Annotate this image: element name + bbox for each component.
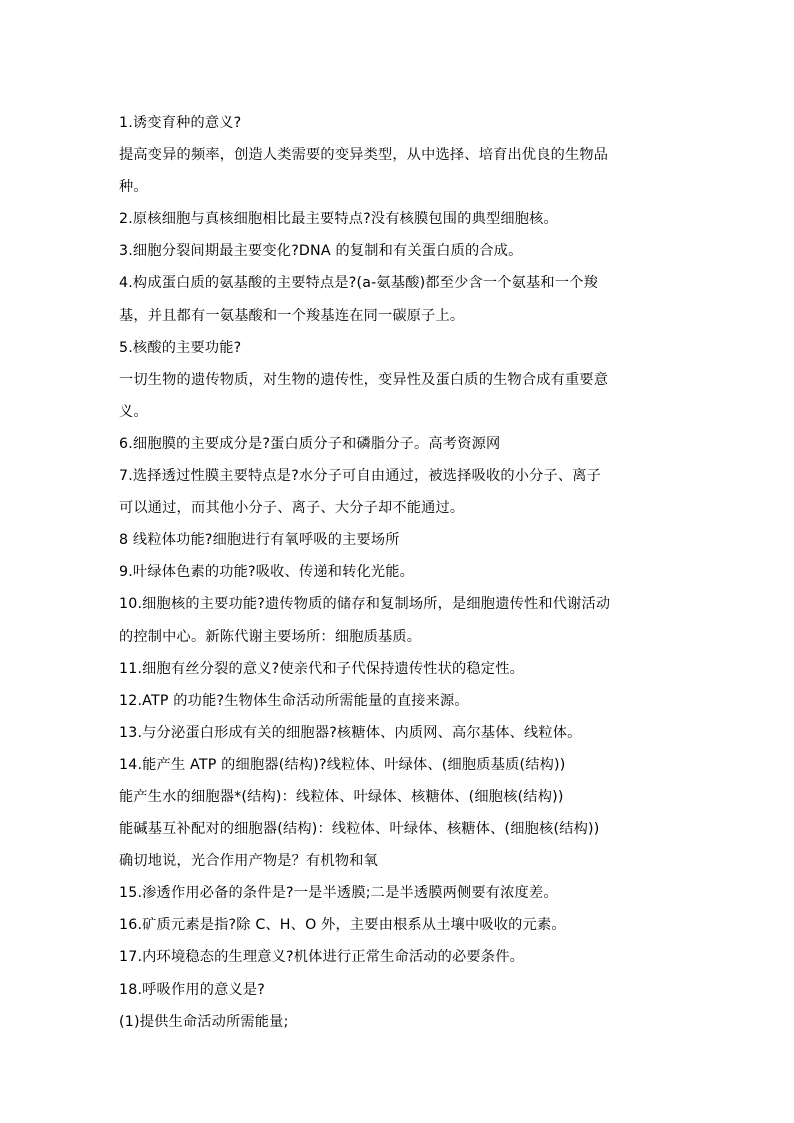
question-10-line-1: 10.细胞核的主要功能?遗传物质的储存和复制场所，是细胞遗传性和代谢活动	[119, 596, 611, 613]
answer-18-item-1: (1)提供生命活动所需能量;	[119, 1013, 289, 1030]
question-16: 16.矿质元素是指?除 C、H、O 外，主要由根系从土壤中吸收的元素。	[119, 917, 566, 934]
answer-1-line-1: 提高变异的频率，创造人类需要的变异类型，从中选择、培育出优良的生物品	[119, 147, 609, 164]
answer-5-line-2: 义。	[119, 403, 148, 420]
document-body	[119, 107, 679, 1038]
question-7-line-2: 可以通过，而其他小分子、离子、大分子却不能通过。	[119, 500, 465, 517]
answer-1-line-2: 种。	[119, 179, 148, 196]
question-14-water: 能产生水的细胞器*(结构)：线粒体、叶绿体、核糖体、(细胞核(结构))	[119, 788, 564, 805]
question-7-line-1: 7.选择透过性膜主要特点是?水分子可自由通过，被选择吸收的小分子、离子	[119, 468, 602, 485]
question-4-line-1: 4.构成蛋白质的氨基酸的主要特点是?(a-氨基酸)都至少含一个氨基和一个羧	[119, 275, 598, 292]
question-8: 8 线粒体功能?细胞进行有氧呼吸的主要场所	[119, 532, 400, 549]
question-14: 14.能产生 ATP 的细胞器(结构)?线粒体、叶绿体、(细胞质基质(结构))	[119, 756, 566, 773]
question-17: 17.内环境稳态的生理意义?机体进行正常生命活动的必要条件。	[119, 949, 524, 966]
question-3: 3.细胞分裂间期最主要变化?DNA 的复制和有关蛋白质的合成。	[119, 243, 523, 260]
question-5-title: 5.核酸的主要功能?	[119, 339, 242, 356]
question-10-line-2: 的控制中心。新陈代谢主要场所：细胞质基质。	[119, 628, 422, 645]
answer-5-line-1: 一切生物的遗传物质，对生物的遗传性，变异性及蛋白质的生物合成有重要意	[119, 371, 609, 388]
question-6: 6.细胞膜的主要成分是?蛋白质分子和磷脂分子。高考资源网	[119, 435, 501, 452]
question-1-title: 1.诱变育种的意义?	[119, 115, 242, 131]
question-9: 9.叶绿体色素的功能?吸收、传递和转化光能。	[119, 564, 415, 581]
question-4-line-2: 基，并且都有一氨基酸和一个羧基连在同一碳原子上。	[119, 307, 465, 324]
question-14-base-pairing: 能碱基互补配对的细胞器(结构)：线粒体、叶绿体、核糖体、(细胞核(结构))	[119, 821, 600, 838]
question-13: 13.与分泌蛋白形成有关的细胞器?核糖体、内质网、高尔基体、线粒体。	[119, 724, 582, 741]
question-12: 12.ATP 的功能?生物体生命活动所需能量的直接来源。	[119, 692, 469, 709]
question-15: 15.渗透作用必备的条件是?一是半透膜;二是半透膜两侧要有浓度差。	[119, 885, 558, 902]
question-14-photosynthesis: 确切地说，光合作用产物是？有机物和氧	[119, 853, 378, 870]
question-18-title: 18.呼吸作用的意义是?	[119, 981, 265, 998]
question-11: 11.细胞有丝分裂的意义?使亲代和子代保持遗传性状的稳定性。	[119, 660, 524, 677]
question-2: 2.原核细胞与真核细胞相比最主要特点?没有核膜包围的典型细胞核。	[119, 211, 558, 228]
